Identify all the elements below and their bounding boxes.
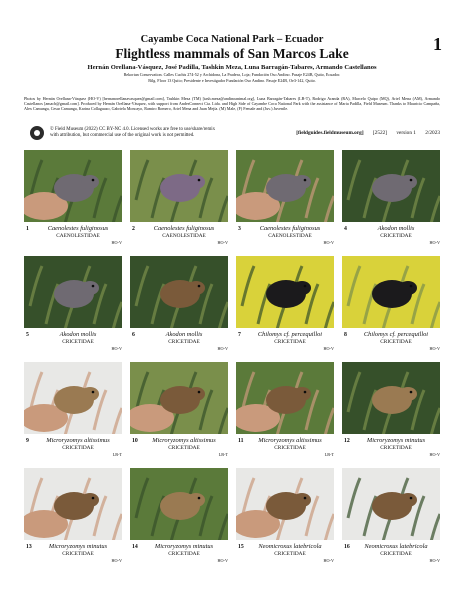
species-photo <box>130 256 228 328</box>
species-photo <box>236 468 334 540</box>
family-name: CAENOLESTIDAE <box>162 233 206 239</box>
animal-head <box>399 175 417 189</box>
species-card <box>24 150 122 252</box>
card-number: 16 <box>344 544 350 550</box>
family-name: CAENOLESTIDAE <box>56 233 100 239</box>
species-name: Microryzomys altissimus <box>258 437 322 444</box>
animal-eye <box>92 497 95 500</box>
institution-line-1: Rekortan Conservation. Calles Cuchis 274-52 y Archidona, La Pradera, Loja; Fundación Oso Andino. Pasaje E24B, Quito, Ecuador. <box>123 72 341 77</box>
species-photo <box>236 150 334 222</box>
animal-eye <box>304 285 307 288</box>
family-name: CRICETIDAE <box>168 445 200 451</box>
species-name: Chilomys cf. percequilloi <box>257 331 323 338</box>
license-row <box>24 126 440 142</box>
page-title: Flightless mammals of San Marcos Lake <box>115 46 349 61</box>
photo-illustration <box>24 150 122 222</box>
card-number: 12 <box>344 438 350 444</box>
species-photo <box>236 256 334 328</box>
species-name: Microryzomys altissimus <box>46 437 110 444</box>
animal-head <box>187 281 205 295</box>
animal-head <box>293 281 311 295</box>
license-line-1: © Field Museum (2022) CC BY-NC 4.0. Licensed works are free to use/share/remix <box>50 127 216 132</box>
species-name: Akodon mollis <box>59 331 97 338</box>
animal-eye <box>92 179 95 182</box>
card-number: 3 <box>238 226 241 232</box>
species-card <box>236 468 334 570</box>
animal-head <box>81 175 99 189</box>
card-number: 5 <box>26 332 29 338</box>
species-card <box>342 362 440 464</box>
animal-head <box>293 387 311 401</box>
species-photo <box>24 150 122 222</box>
photo-credit: HO-V <box>111 558 122 563</box>
family-name: CRICETIDAE <box>274 445 306 451</box>
photo-credit: HO-V <box>323 240 334 245</box>
photo-credit: HO-V <box>217 558 228 563</box>
animal-eye <box>304 179 307 182</box>
species-photo <box>24 468 122 540</box>
species-photo <box>130 362 228 434</box>
photo-illustration <box>130 468 228 540</box>
species-card <box>130 256 228 358</box>
field-museum-logo-icon <box>30 126 44 140</box>
photo-illustration <box>236 256 334 328</box>
species-name: Microryzomys minutus <box>154 543 214 550</box>
animal-eye <box>198 497 201 500</box>
animal-head <box>81 493 99 507</box>
guide-version: version 1 <box>396 130 416 136</box>
species-photo <box>342 256 440 328</box>
page-number: 1 <box>433 34 442 54</box>
animal-eye <box>410 391 413 394</box>
photo-illustration <box>24 256 122 328</box>
photo-illustration <box>236 362 334 434</box>
card-number: 7 <box>238 332 241 338</box>
species-name: Caenolestes fuliginosus <box>259 225 321 232</box>
photo-credit: HO-V <box>429 452 440 457</box>
family-name: CRICETIDAE <box>274 339 306 345</box>
species-photo <box>342 468 440 540</box>
guide-id: [2522] <box>372 130 388 136</box>
species-card <box>24 256 122 358</box>
family-name: CAENOLESTIDAE <box>268 233 312 239</box>
photo-credit: LB-T <box>112 452 122 457</box>
photo-credit: HO-V <box>111 240 122 245</box>
card-number: 11 <box>238 438 244 444</box>
species-photo <box>24 256 122 328</box>
animal-head <box>293 175 311 189</box>
species-card <box>130 468 228 570</box>
photo-credit: LB-T <box>218 452 228 457</box>
animal-head <box>187 175 205 189</box>
family-name: CRICETIDAE <box>380 339 412 345</box>
photo-credit: HO-V <box>217 240 228 245</box>
photo-illustration <box>130 150 228 222</box>
species-card <box>130 362 228 464</box>
animal-eye <box>410 285 413 288</box>
photo-illustration <box>342 468 440 540</box>
animal-eye <box>92 391 95 394</box>
species-photo <box>24 362 122 434</box>
family-name: CRICETIDAE <box>168 339 200 345</box>
family-name: CRICETIDAE <box>62 445 94 451</box>
species-name: Neomicroxus latebricola <box>364 543 428 550</box>
license-text <box>50 127 260 139</box>
photo-illustration <box>24 468 122 540</box>
page-header <box>24 34 440 83</box>
photo-credit: HO-V <box>217 346 228 351</box>
species-card <box>236 256 334 358</box>
guide-site-link[interactable]: [fieldguides.fieldmuseum.org] <box>296 130 364 136</box>
card-number: 9 <box>26 438 29 444</box>
species-card <box>24 468 122 570</box>
species-name: Chilomys cf. percequilloi <box>363 331 429 338</box>
family-name: CRICETIDAE <box>380 233 412 239</box>
photo-credit: HO-V <box>429 558 440 563</box>
park-name: Cayambe Coca National Park – Ecuador <box>140 34 324 45</box>
species-card <box>236 150 334 252</box>
photo-illustration <box>24 362 122 434</box>
species-name: Microryzomys minutus <box>366 437 426 444</box>
family-name: CRICETIDAE <box>380 445 412 451</box>
card-number: 13 <box>26 544 32 550</box>
photo-illustration <box>236 150 334 222</box>
animal-eye <box>304 497 307 500</box>
animal-eye <box>304 391 307 394</box>
species-name: Akodon mollis <box>377 225 415 232</box>
card-number: 2 <box>132 226 135 232</box>
animal-head <box>399 281 417 295</box>
species-photo <box>130 468 228 540</box>
card-number: 10 <box>132 438 138 444</box>
species-name: Akodon mollis <box>165 331 203 338</box>
species-photo <box>342 362 440 434</box>
species-card <box>342 256 440 358</box>
photo-credit: HO-V <box>323 558 334 563</box>
animal-head <box>399 387 417 401</box>
species-name: Neomicroxus latebricola <box>258 543 322 550</box>
card-number: 1 <box>26 226 29 232</box>
guide-meta <box>288 130 440 136</box>
photo-illustration <box>342 256 440 328</box>
card-number: 14 <box>132 544 138 550</box>
species-card <box>342 468 440 570</box>
photo-credit: HO-V <box>429 240 440 245</box>
author-list: Hernán Orellana-Vásquez, José Padilla, Tashkin Meza, Luna Barragán-Tabares, Armando Castellanos <box>87 64 377 71</box>
photo-illustration <box>236 468 334 540</box>
photo-illustration <box>342 362 440 434</box>
family-name: CRICETIDAE <box>168 551 200 557</box>
photo-illustration <box>342 150 440 222</box>
species-name: Caenolestes fuliginosus <box>153 225 215 232</box>
animal-head <box>81 281 99 295</box>
species-photo <box>236 362 334 434</box>
family-name: CRICETIDAE <box>62 339 94 345</box>
family-name: CRICETIDAE <box>380 551 412 557</box>
photo-credit: HO-V <box>323 346 334 351</box>
animal-head <box>399 493 417 507</box>
card-number: 15 <box>238 544 244 550</box>
animal-eye <box>198 179 201 182</box>
photo-illustration <box>130 256 228 328</box>
card-number: 8 <box>344 332 347 338</box>
animal-eye <box>198 285 201 288</box>
species-photo <box>342 150 440 222</box>
card-number: 6 <box>132 332 135 338</box>
animal-head <box>81 387 99 401</box>
species-name: Caenolestes fuliginosus <box>47 225 109 232</box>
animal-eye <box>410 497 413 500</box>
photo-credits: Photos by Hernán Orellana-Vásquez (HO-V) [hernanorellanavasquez@gmail.com], Tashkin Meza (TM) [tash.meza@andinoanimal.org], Luna Barragán-Tabares (LB-T), Rodrigo Aranda (RA), Marcelo Quipo (MQ), Ariel Mena (AM), Armando Castellanos [amacb@gmail.com]. Produced by Hernán Orellana-Vásquez, with support from AndesConnect Cia. Ltda. and High Side of Cayambe Coca National Park with the assistance of Maria Padilla, Field Museum. Thanks to Mauricio Campaña, Alex Camunga, Cesar Camunga, Karina Collaguazo, Gabriela Moncayo, Ramiro Romero, Ariel Mena and Juan Mejía. (M) Male, (F) Female and (Juv.) Juvenile. <box>24 96 440 112</box>
animal-eye <box>92 285 95 288</box>
animal-head <box>187 387 205 401</box>
card-number: 4 <box>344 226 347 232</box>
photo-credit: LB-T <box>324 452 334 457</box>
photo-credit: HO-V <box>111 346 122 351</box>
institution-line-2: Bilg. Floor 13 Quito; Presidente e Investigador Fundación Oso Andino. Pasaje E24B, Oe3-142, Quito. <box>148 78 316 83</box>
animal-head <box>187 493 205 507</box>
species-card <box>342 150 440 252</box>
animal-head <box>293 493 311 507</box>
photo-illustration <box>130 362 228 434</box>
species-name: Microryzomys minutus <box>48 543 108 550</box>
species-photo <box>130 150 228 222</box>
species-card <box>130 150 228 252</box>
species-card <box>236 362 334 464</box>
guide-date: 2/2023 <box>425 130 440 136</box>
species-card <box>24 362 122 464</box>
license-line-2: with attribution, but commercial use of the original work is not permitted. <box>50 133 195 138</box>
animal-eye <box>410 179 413 182</box>
photo-credit: HO-V <box>429 346 440 351</box>
animal-eye <box>198 391 201 394</box>
family-name: CRICETIDAE <box>62 551 94 557</box>
species-name: Microryzomys altissimus <box>152 437 216 444</box>
family-name: CRICETIDAE <box>274 551 306 557</box>
